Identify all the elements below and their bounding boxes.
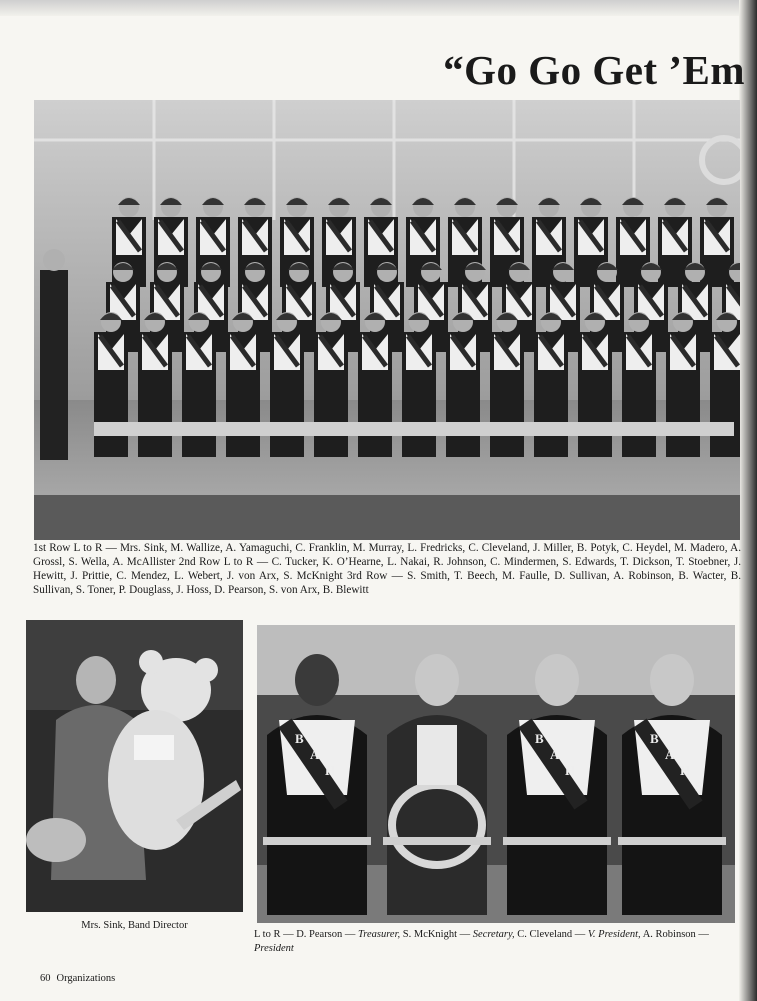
page-title: “Go Go Get ’Em [443,47,745,93]
page-top-shadow [0,0,757,16]
svg-text:A: A [310,747,320,762]
svg-text:S: S [340,779,348,794]
officer-role-vice-president: V. President, [587,929,641,940]
officers-caption-name4: A. Robinson — [640,929,709,940]
officers-caption-name2: S. McKnight — [400,929,473,940]
band-group-photo [34,100,740,540]
band-director-photo [26,620,243,912]
svg-text:A: A [665,747,675,762]
svg-text:S: S [695,779,703,794]
director-photo-caption: Mrs. Sink, Band Director [81,920,188,931]
officer-role-secretary: Secretary, [472,929,515,940]
section-name: Organizations [56,973,116,984]
svg-text:S: S [580,779,588,794]
svg-text:B: B [535,731,544,746]
officer-role-treasurer: Treasurer, [358,929,401,940]
svg-text:B: B [295,731,304,746]
page-number: 60 [40,973,51,984]
page-binding-edge [739,0,757,1001]
officers-caption-name3: C. Cleveland — [514,929,588,940]
svg-text:H: H [680,763,691,778]
band-officers-photo [257,625,735,923]
svg-text:H: H [325,763,336,778]
group-photo-caption: 1st Row L to R — Mrs. Sink, M. Wallize, A. Yamaguchi, C. Franklin, M. Murray, L. Fredricks, C. Cleveland, J. Miller, B. Potyk, C. Heydel, M. Madero, A. Grossl, S. Wella, A. McAllister 2nd Row L to R — C. Tucker, K. O’Hearne, L. Nakai, R. Johnson, C. Mindermen, S. Edwards, T. Dickson, T. Stoebner, J. Hewitt, J. Prittie, C. Mendez, L. Webert, J. von Arx, S. McKnight 3rd Row — S. Smith, T. Beech, M. Faulle, D. Sullivan, A. Robinson, B. Wacter, B. Sullivan, S. Toner, P. Douglass, J. Hoss, D. Pearson, S. von Arx, B. Blewitt [33,542,741,596]
svg-text:B: B [650,731,659,746]
page-folio [40,973,121,984]
svg-text:A: A [550,747,560,762]
officers-caption-intro: L to R — D. Pearson — [254,929,359,940]
officer-role-president: President [254,943,294,954]
officers-photo-caption [254,928,738,956]
svg-text:H: H [565,763,576,778]
